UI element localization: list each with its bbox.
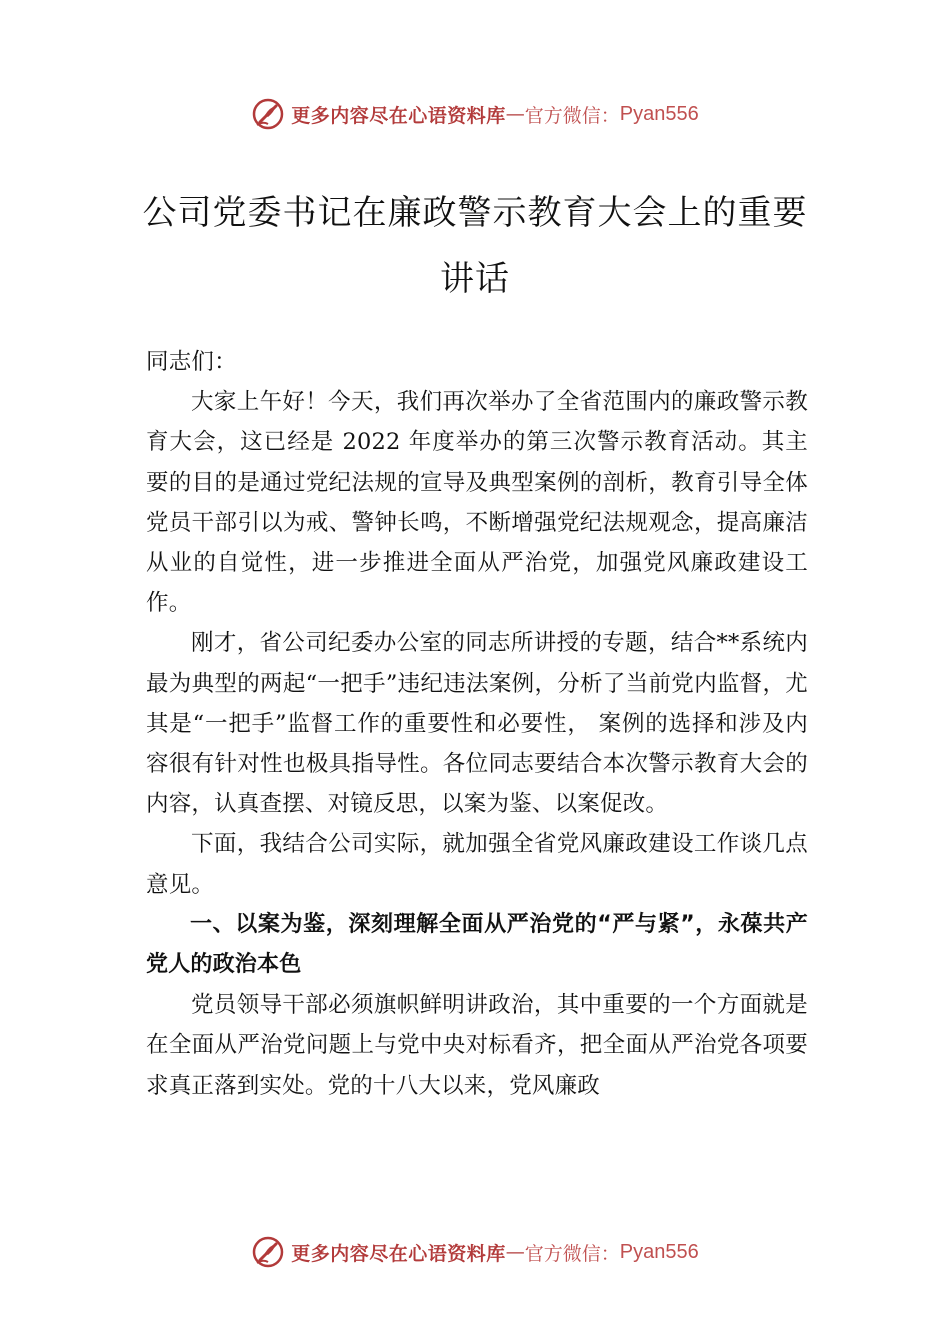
- header-banner: [0, 94, 950, 134]
- banner-wechat-id: Pyan556: [619, 1240, 699, 1263]
- section-heading: 一、以案为鉴，深刻理解全面从严治党的“严与紧”，永葆共产党人的政治本色: [146, 911, 808, 978]
- salutation: 同志们：: [146, 349, 237, 375]
- paragraph-3: 下面，我结合公司实际，就加强全省党风廉政建设工作谈几点意见。: [146, 831, 808, 898]
- quill-pen-logo-icon: [251, 1235, 285, 1269]
- section-paragraph: 党员领导干部必须旗帜鲜明讲政治，其中重要的一个方面就是在全面从严治党问题上与党中央对标看齐，把全面从严治党各项要求真正落到实处。党的十八大以来，党风廉政: [146, 992, 808, 1099]
- quill-pen-logo-icon: [251, 97, 285, 131]
- document-body: [146, 342, 808, 1106]
- paragraph-2: 刚才，省公司纪委办公室的同志所讲授的专题，结合**系统内最为典型的两起“一把手”违纪违法案例，分析了当前党内监督，尤其是“一把手”监督工作的重要性和必要性， 案例的选择和涉及内容很有针对性也极具指导性。各位同志要结合本次警示教育大会的内容，认真查摆、对镜反思，以案为鉴、以案促改。: [146, 630, 808, 818]
- banner-wechat-label: 官方微信：: [524, 104, 620, 127]
- banner-dash: —: [505, 1241, 525, 1263]
- paragraph-1: 大家上午好！今天，我们再次举办了全省范围内的廉政警示教育大会，这已经是 2022 年度举办的第三次警示教育活动。其主要的目的是通过党纪法规的宣导及典型案例的剖析，教育引导全体党员干部引以为戒、警钟长鸣，不断增强党纪法规观念，提高廉洁从业的自觉性，进一步推进全面从严治党，加强党风廉政建设工作。: [146, 389, 808, 617]
- banner-dash: —: [505, 103, 525, 125]
- document-title: 公司党委书记在廉政警示教育大会上的重要讲话: [142, 193, 808, 299]
- banner-text: 更多内容尽在心语资料库: [291, 1242, 506, 1265]
- footer-banner: [0, 1232, 950, 1272]
- banner-wechat-id: Pyan556: [619, 102, 699, 125]
- banner-text: 更多内容尽在心语资料库: [291, 104, 506, 127]
- banner-wechat-label: 官方微信：: [524, 1242, 620, 1265]
